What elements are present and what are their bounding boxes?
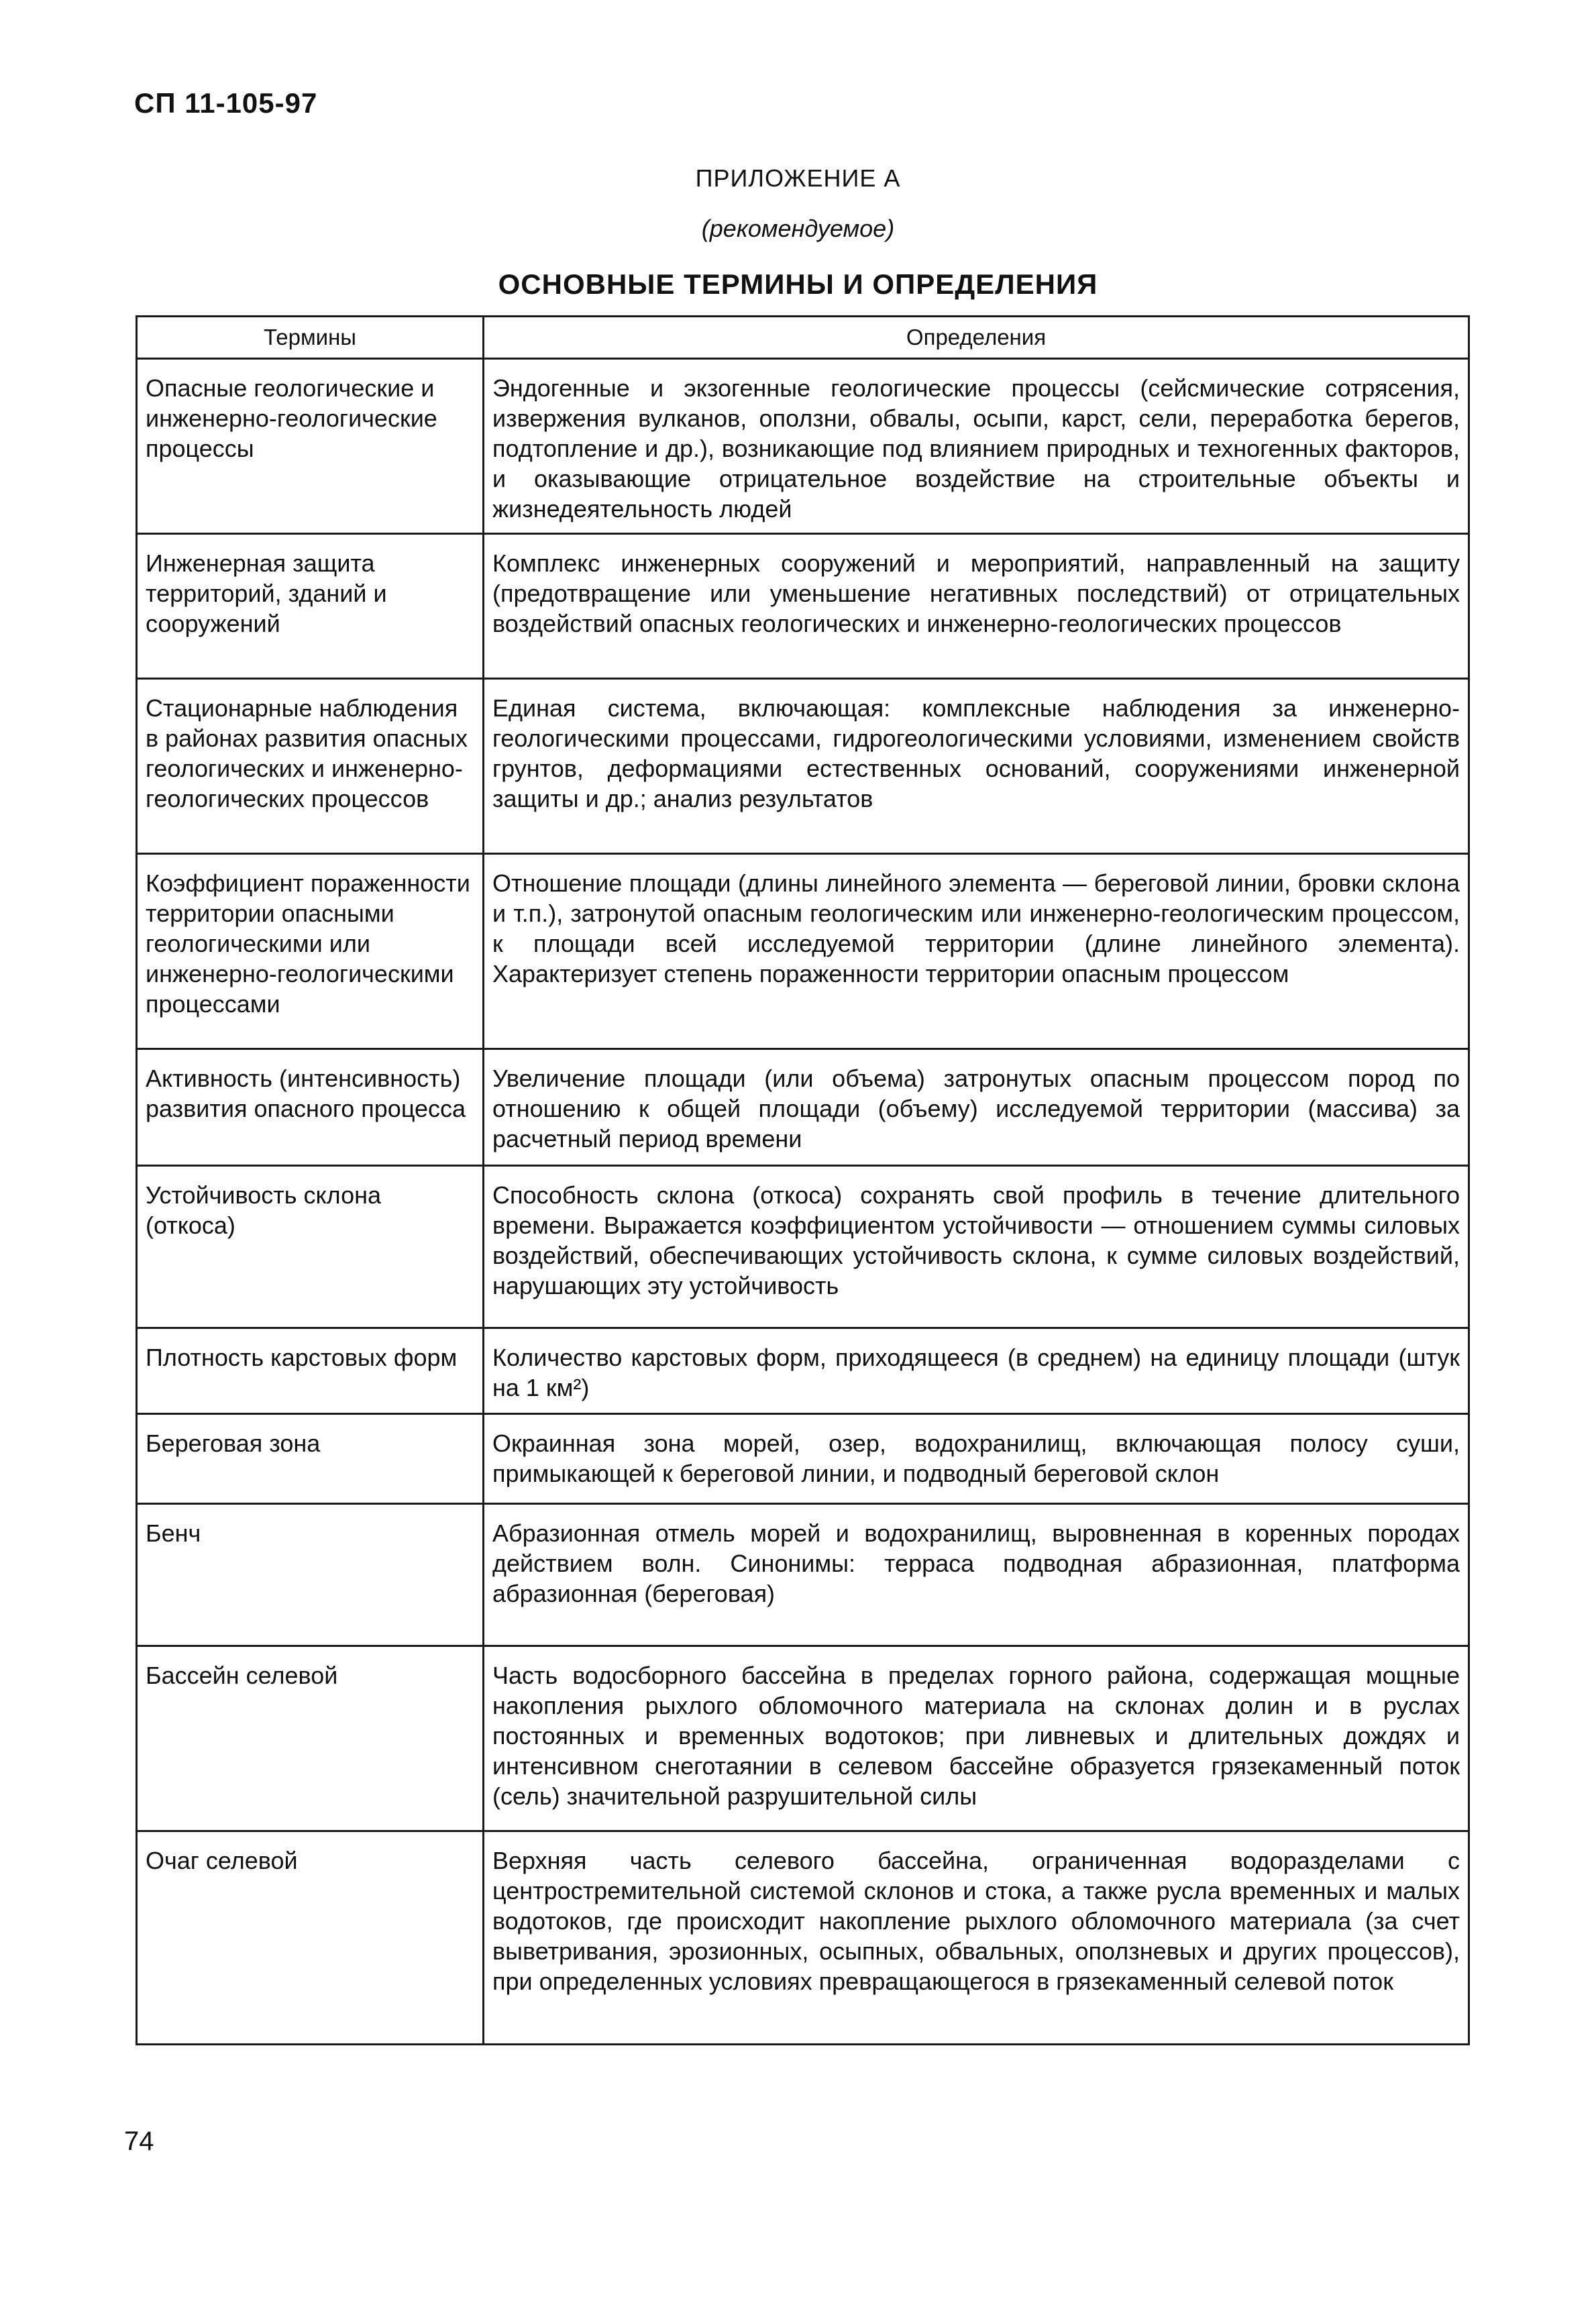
table-row (137, 1831, 1469, 2045)
appendix-note: (рекомендуемое) (701, 215, 895, 242)
definition-cell: Окраинная зона морей, озер, водохранилищ, включающая полосу суши, примыкающей к береговой линии, и подводный береговой склон (484, 1414, 1469, 1504)
definition-cell: Комплекс инженерных сооружений и мероприятий, направленный на защиту (предотвращение или уменьшение негативных последствий) от отрицательных воздействий опасных геологических и инженерно-геологических процессов (484, 534, 1469, 679)
term-cell: Опасные геологические и инженерно-геологические процессы (137, 359, 484, 534)
page-number: 74 (124, 2127, 154, 2156)
term-cell: Плотность карстовых форм (137, 1328, 484, 1414)
definition-cell: Абразионная отмель морей и водохранилищ, выровненная в коренных породах действием волн. Синонимы: терраса подводная абразионная, платформа абразионная (береговая) (484, 1504, 1469, 1646)
term-cell: Береговая зона (137, 1414, 484, 1504)
table-row (137, 1646, 1469, 1831)
definition-cell: Единая система, включающая: комплексные наблюдения за инженерно-геологическими процессами, гидрогеологическими условиями, изменением свойств грунтов, деформациями естественных оснований, сооружениями инженерной защиты и др.; анализ результатов (484, 679, 1469, 854)
table-row (137, 1049, 1469, 1166)
definition-cell: Увеличение площади (или объема) затронутых опасным процессом пород по отношению к общей площади (объему) исследуемой территории (массива) за расчетный период времени (484, 1049, 1469, 1166)
definition-cell: Количество карстовых форм, приходящееся (в среднем) на единицу площади (штук на 1 км²) (484, 1328, 1469, 1414)
term-cell: Очаг селевой (137, 1831, 484, 2045)
term-cell: Стационарные наблюдения в районах развития опасных геологических и инженерно-геологических процессов (137, 679, 484, 854)
terms-table (136, 315, 1470, 2045)
table-row (137, 854, 1469, 1049)
term-cell: Бассейн селевой (137, 1646, 484, 1831)
column-header-terms: Термины (137, 317, 484, 359)
definition-cell: Верхняя часть селевого бассейна, ограниченная водоразделами с центростремительной системой склонов и стока, а также русла временных и малых водотоков, где происходит накопление рыхлого обломочного материала (за счет выветривания, эрозионных, осыпных, обвальных, оползневых и других процессов), при определенных условиях превращающегося в грязекаменный селевой поток (484, 1831, 1469, 2045)
table-row (137, 1166, 1469, 1328)
term-cell: Коэффициент пораженности территории опасными геологическими или инженерно-геологическими процессами (137, 854, 484, 1049)
term-cell: Бенч (137, 1504, 484, 1646)
definition-cell: Способность склона (откоса) сохранять свой профиль в течение длительного времени. Выражается коэффициентом устойчивости — отношением суммы силовых воздействий, обеспечивающих устойчивость склона, к сумме силовых воздействий, нарушающих эту устойчивость (484, 1166, 1469, 1328)
section-title: ОСНОВНЫЕ ТЕРМИНЫ И ОПРЕДЕЛЕНИЯ (498, 268, 1098, 300)
table-row (137, 359, 1469, 534)
definition-cell: Эндогенные и экзогенные геологические процессы (сейсмические сотрясения, извержения вулканов, оползни, обвалы, осыпи, карст, сели, переработка берегов, подтопление и др.), возникающие под влиянием природных и техногенных факторов, и оказывающие отрицательное воздействие на строительные объекты и жизнедеятельность людей (484, 359, 1469, 534)
table-row (137, 1414, 1469, 1504)
table-header-row (137, 317, 1469, 359)
definition-cell: Часть водосборного бассейна в пределах горного района, содержащая мощные накопления рыхлого обломочного материала на склонах долин и в руслах постоянных и временных водотоков; при ливневых и длительных дождях и интенсивном снеготаянии в селевом бассейне образуется грязекаменный поток (сель) значительной разрушительной силы (484, 1646, 1469, 1831)
document-code: СП 11-105-97 (134, 87, 318, 119)
table-row (137, 1328, 1469, 1414)
column-header-definitions: Определения (484, 317, 1469, 359)
term-cell: Устойчивость склона (откоса) (137, 1166, 484, 1328)
appendix-title: ПРИЛОЖЕНИЕ А (695, 164, 901, 192)
table-row (137, 1504, 1469, 1646)
table-row (137, 679, 1469, 854)
term-cell: Активность (интенсивность) развития опасного процесса (137, 1049, 484, 1166)
table-row (137, 534, 1469, 679)
term-cell: Инженерная защита территорий, зданий и сооружений (137, 534, 484, 679)
definition-cell: Отношение площади (длины линейного элемента — береговой линии, бровки склона и т.п.), затронутой опасным геологическим или инженерно-геологическим процессом, к площади всей исследуемой территории (длине линейного элемента). Характеризует степень пораженности территории опасным процессом (484, 854, 1469, 1049)
